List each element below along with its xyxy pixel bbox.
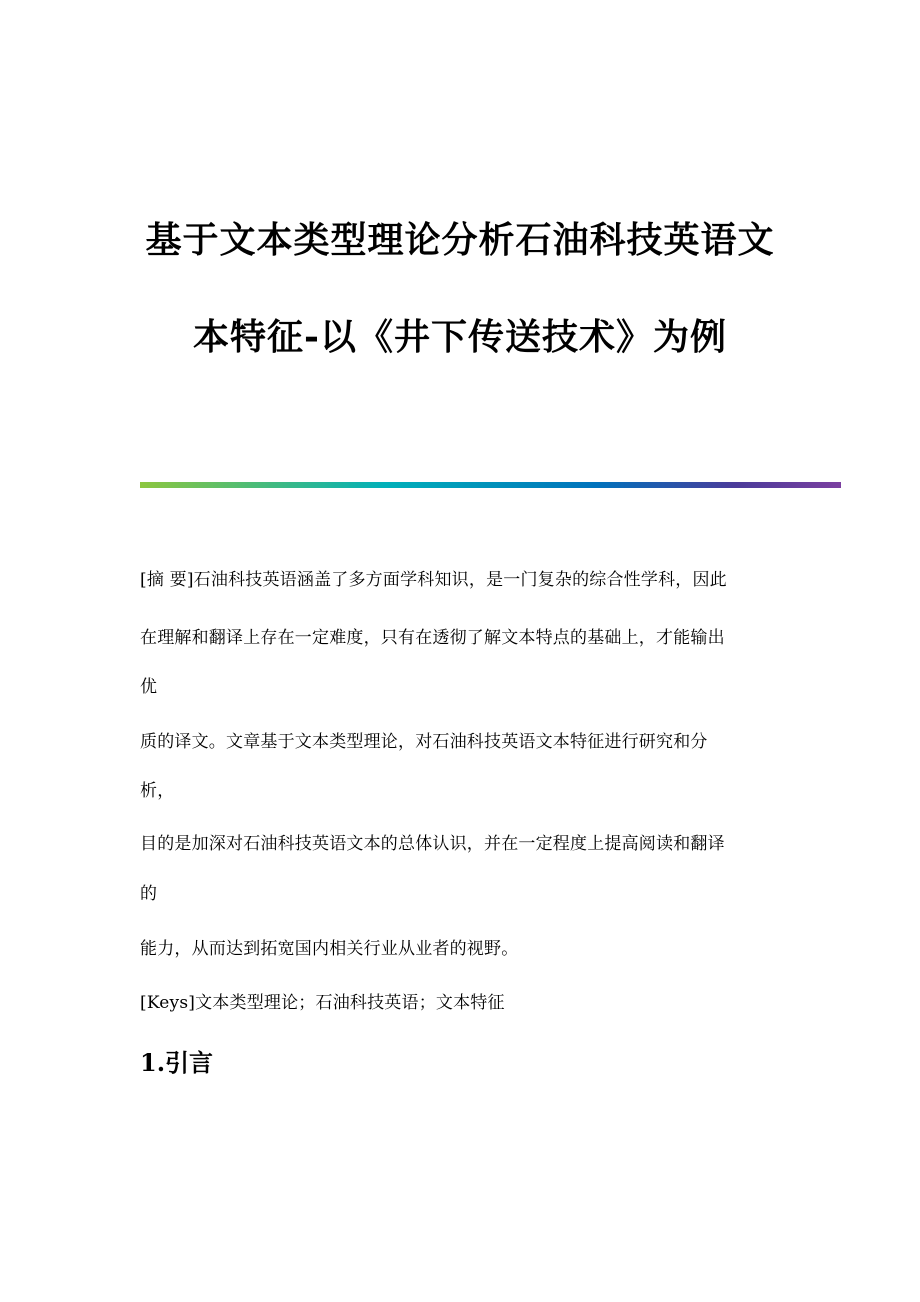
- abstract-line-3: 优: [140, 677, 158, 697]
- abstract-line-7: 的: [140, 884, 158, 904]
- title-line-1: 基于文本类型理论分析石油科技英语文: [145, 219, 775, 261]
- abstract-line-5: 析，: [140, 781, 175, 801]
- abstract-line-2: 在理解和翻译上存在一定难度，只有在透彻了解文本特点的基础上，才能输出: [140, 628, 725, 648]
- title-line-2: 本特征-以《井下传送技术》为例: [193, 316, 727, 358]
- abstract-line-1: [摘 要]石油科技英语涵盖了多方面学科知识，是一门复杂的综合性学科，因此: [140, 570, 727, 590]
- keywords-line: [Keys]文本类型理论；石油科技英语；文本特征: [140, 993, 505, 1013]
- abstract-line-6: 目的是加深对石油科技英语文本的总体认识，并在一定程度上提高阅读和翻译: [140, 834, 725, 854]
- gradient-divider: [140, 482, 841, 488]
- abstract-line-8: 能力，从而达到拓宽国内相关行业从业者的视野。: [140, 939, 519, 959]
- abstract-line-4: 质的译文。文章基于文本类型理论，对石油科技英语文本特征进行研究和分: [140, 732, 708, 752]
- section-heading: 1.引言: [140, 1048, 214, 1077]
